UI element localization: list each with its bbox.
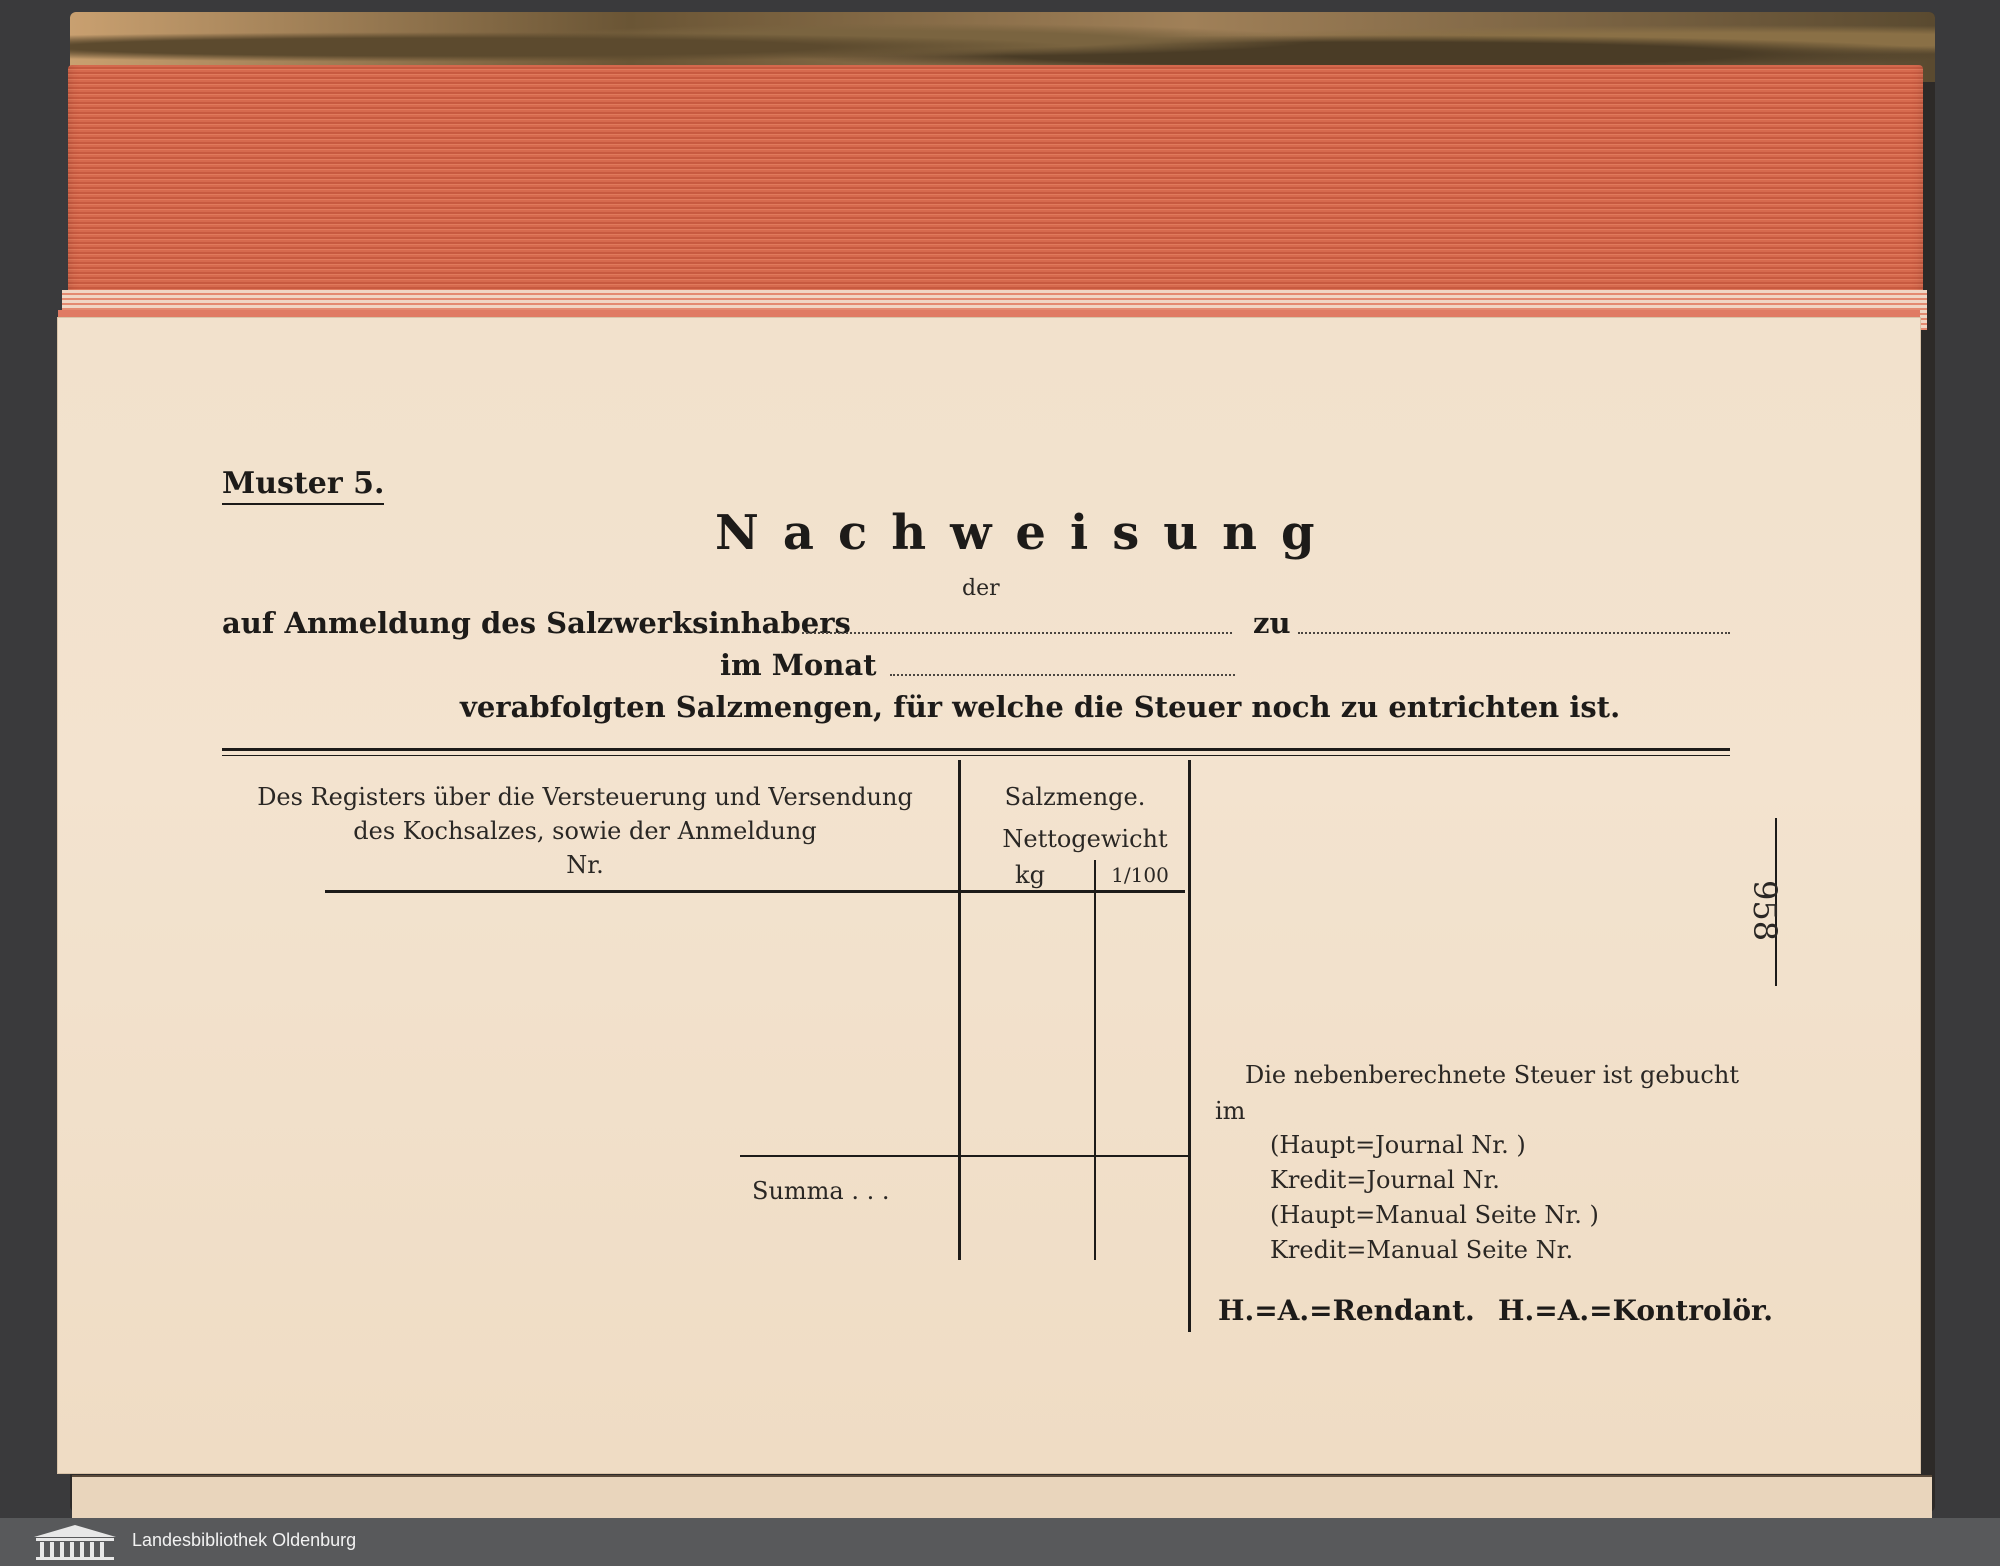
muster-label: Muster 5. xyxy=(222,466,384,505)
col1-header-line3: Nr. xyxy=(566,851,604,879)
header-underline xyxy=(325,890,1185,893)
salzwerksinhaber-fill-line xyxy=(802,632,1232,634)
kredit-manual: Kredit=Manual Seite Nr. xyxy=(1270,1236,1574,1264)
line-salzwerksinhaber: auf Anmeldung des Salzwerksinhabers xyxy=(222,606,851,640)
signature-kontroloer: H.=A.=Kontrolör. xyxy=(1498,1294,1773,1327)
zu-fill-line xyxy=(1298,632,1730,634)
booking-line1: Die nebenberechnete Steuer ist gebucht xyxy=(1245,1061,1739,1089)
der-label: der xyxy=(962,576,1000,601)
col-divider-2 xyxy=(1188,760,1191,1332)
summa-label: Summa . . . xyxy=(752,1177,890,1205)
haupt-journal: (Haupt=Journal Nr. ) xyxy=(1270,1131,1526,1159)
col2-fraction-label: 1/100 xyxy=(1111,863,1169,887)
page-edges-red xyxy=(68,65,1923,320)
kredit-journal: Kredit=Journal Nr. xyxy=(1270,1166,1500,1194)
signature-rendant: H.=A.=Rendant. xyxy=(1218,1294,1475,1327)
col1-header-line1: Des Registers über die Versteuerung und Versendung xyxy=(257,783,913,811)
col1-header-line2: des Kochsalzes, sowie der Anmeldung xyxy=(353,817,817,845)
library-building-icon xyxy=(30,1523,120,1561)
line-monat: im Monat xyxy=(720,648,877,682)
haupt-manual: (Haupt=Manual Seite Nr. ) xyxy=(1270,1201,1599,1229)
top-rule-thin xyxy=(222,755,1730,756)
lower-page-edge xyxy=(72,1475,1932,1522)
library-name[interactable]: Landesbibliothek Oldenburg xyxy=(132,1530,357,1550)
col2-header-line1: Salzmenge. xyxy=(1004,783,1146,811)
booking-line2: im xyxy=(1215,1097,1246,1125)
col-divider-kg xyxy=(1094,860,1096,1260)
col2-kg-label: kg xyxy=(1015,861,1045,889)
zu-label: zu xyxy=(1253,606,1291,640)
top-rule xyxy=(222,748,1730,751)
col-divider-1 xyxy=(958,760,961,1260)
monat-fill-line xyxy=(890,674,1235,676)
document-title: Nachweisung xyxy=(715,505,1339,561)
summa-line xyxy=(740,1155,1190,1157)
col2-header-line2: Nettogewicht xyxy=(1002,825,1168,853)
line-salzmengen: verabfolgten Salzmengen, für welche die Steuer noch zu entrichten ist. xyxy=(460,690,1621,724)
page-number: 958 xyxy=(1746,880,1784,942)
